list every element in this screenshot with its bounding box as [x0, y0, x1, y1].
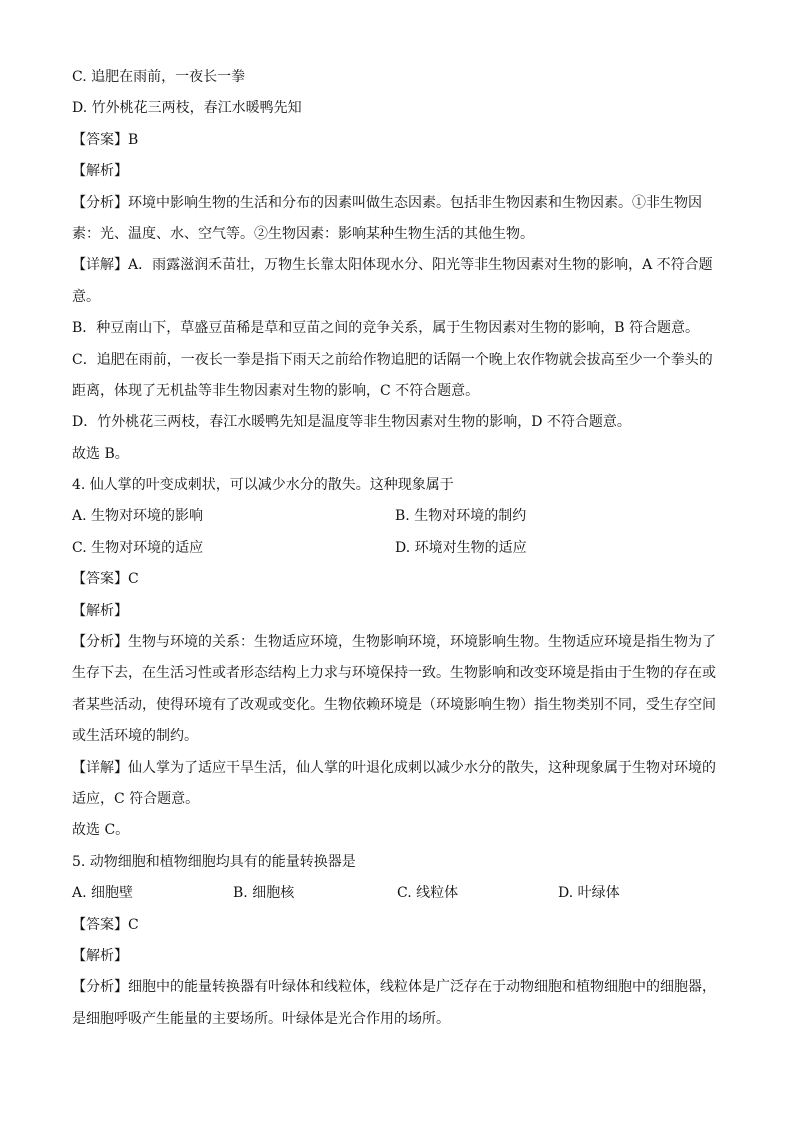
conclusion: 故选 B。: [72, 445, 129, 462]
xiangjie-line: B．种豆南山下，草盛豆苗稀是草和豆苗之间的竞争关系，属于生物因素对生物的影响，B 符合题意。: [72, 320, 700, 337]
conclusion: 故选 C。: [72, 822, 130, 839]
fenxi-line: 是细胞呼吸产生能量的主要场所。叶绿体是光合作用的场所。: [72, 1010, 450, 1027]
options-row: [72, 878, 722, 909]
xiangjie-line: 【详解】仙人掌为了适应干旱生活，仙人掌的叶退化成刺以减少水分的散失，这种现象属于生物对环境的: [72, 759, 716, 776]
analysis-heading: 【解析】: [72, 947, 128, 964]
fenxi-line: 或生活环境的制约。: [72, 728, 198, 745]
option-b: B. 细胞核: [233, 885, 295, 902]
question-stem: 4. 仙人掌的叶变成刺状，可以减少水分的散失。这种现象属于: [72, 477, 454, 494]
answer-label: 【答案】B: [72, 131, 139, 148]
xiangjie-line: 距离，体现了无机盐等非生物因素对生物的影响，C 不符合题意。: [72, 382, 480, 399]
question-stem: 5. 动物细胞和植物细胞均具有的能量转换器是: [72, 853, 356, 870]
option-d: D. 环境对生物的适应: [395, 539, 527, 556]
xiangjie-line: 【详解】A．雨露滋润禾苗壮，万物生长靠太阳体现水分、阳光等非生物因素对生物的影响，A 不符合题: [72, 257, 713, 274]
xiangjie-line: D．竹外桃花三两枝，春江水暖鸭先知是温度等非生物因素对生物的影响，D 不符合题意。: [72, 414, 631, 431]
option-d: D. 叶绿体: [558, 885, 620, 902]
options-row: [72, 501, 722, 532]
analysis-heading: 【解析】: [72, 602, 128, 619]
document-page: [72, 62, 722, 1035]
fenxi-line: 【分析】生物与环境的关系：生物适应环境，生物影响环境，环境影响生物。生物适应环境是指生物为了: [72, 634, 716, 651]
fenxi-line: 生存下去，在生活习性或者形态结构上力求与环境保持一致。生物影响和改变环境是指由于生物的存在或: [72, 665, 716, 682]
option-b: B. 生物对环境的制约: [395, 508, 527, 525]
answer-label: 【答案】C: [72, 571, 139, 588]
answer-label: 【答案】C: [72, 916, 139, 933]
option-a: A. 细胞壁: [72, 885, 134, 902]
fenxi-line: 素：光、温度、水、空气等。②生物因素：影响某种生物生活的其他生物。: [72, 225, 534, 242]
fenxi-line: 【分析】细胞中的能量转换器有叶绿体和线粒体，线粒体是广泛存在于动物细胞和植物细胞中的细胞器，: [72, 979, 716, 996]
option-c: C. 线粒体: [397, 885, 459, 902]
option-a: A. 生物对环境的影响: [72, 508, 204, 525]
analysis-heading: 【解析】: [72, 163, 128, 180]
xiangjie-line: 意。: [72, 288, 100, 305]
xiangjie-line: C．追肥在雨前，一夜长一拳是指下雨天之前给作物追肥的话隔一个晚上农作物就会拔高至少一个拳头的: [72, 351, 713, 368]
fenxi-line: 者某些活动，使得环境有了改观或变化。生物依赖环境是（环境影响生物）指生物类别不同，受生存空间: [72, 696, 716, 713]
option-d: D. 竹外桃花三两枝，春江水暖鸭先知: [72, 100, 302, 117]
options-row: [72, 533, 722, 564]
xiangjie-line: 适应，C 符合题意。: [72, 790, 200, 807]
option-c: C. 追肥在雨前，一夜长一拳: [72, 69, 246, 85]
fenxi-line: 【分析】环境中影响生物的生活和分布的因素叫做生态因素。包括非生物因素和生物因素。①非生物因: [72, 194, 702, 211]
option-c: C. 生物对环境的适应: [72, 539, 204, 556]
